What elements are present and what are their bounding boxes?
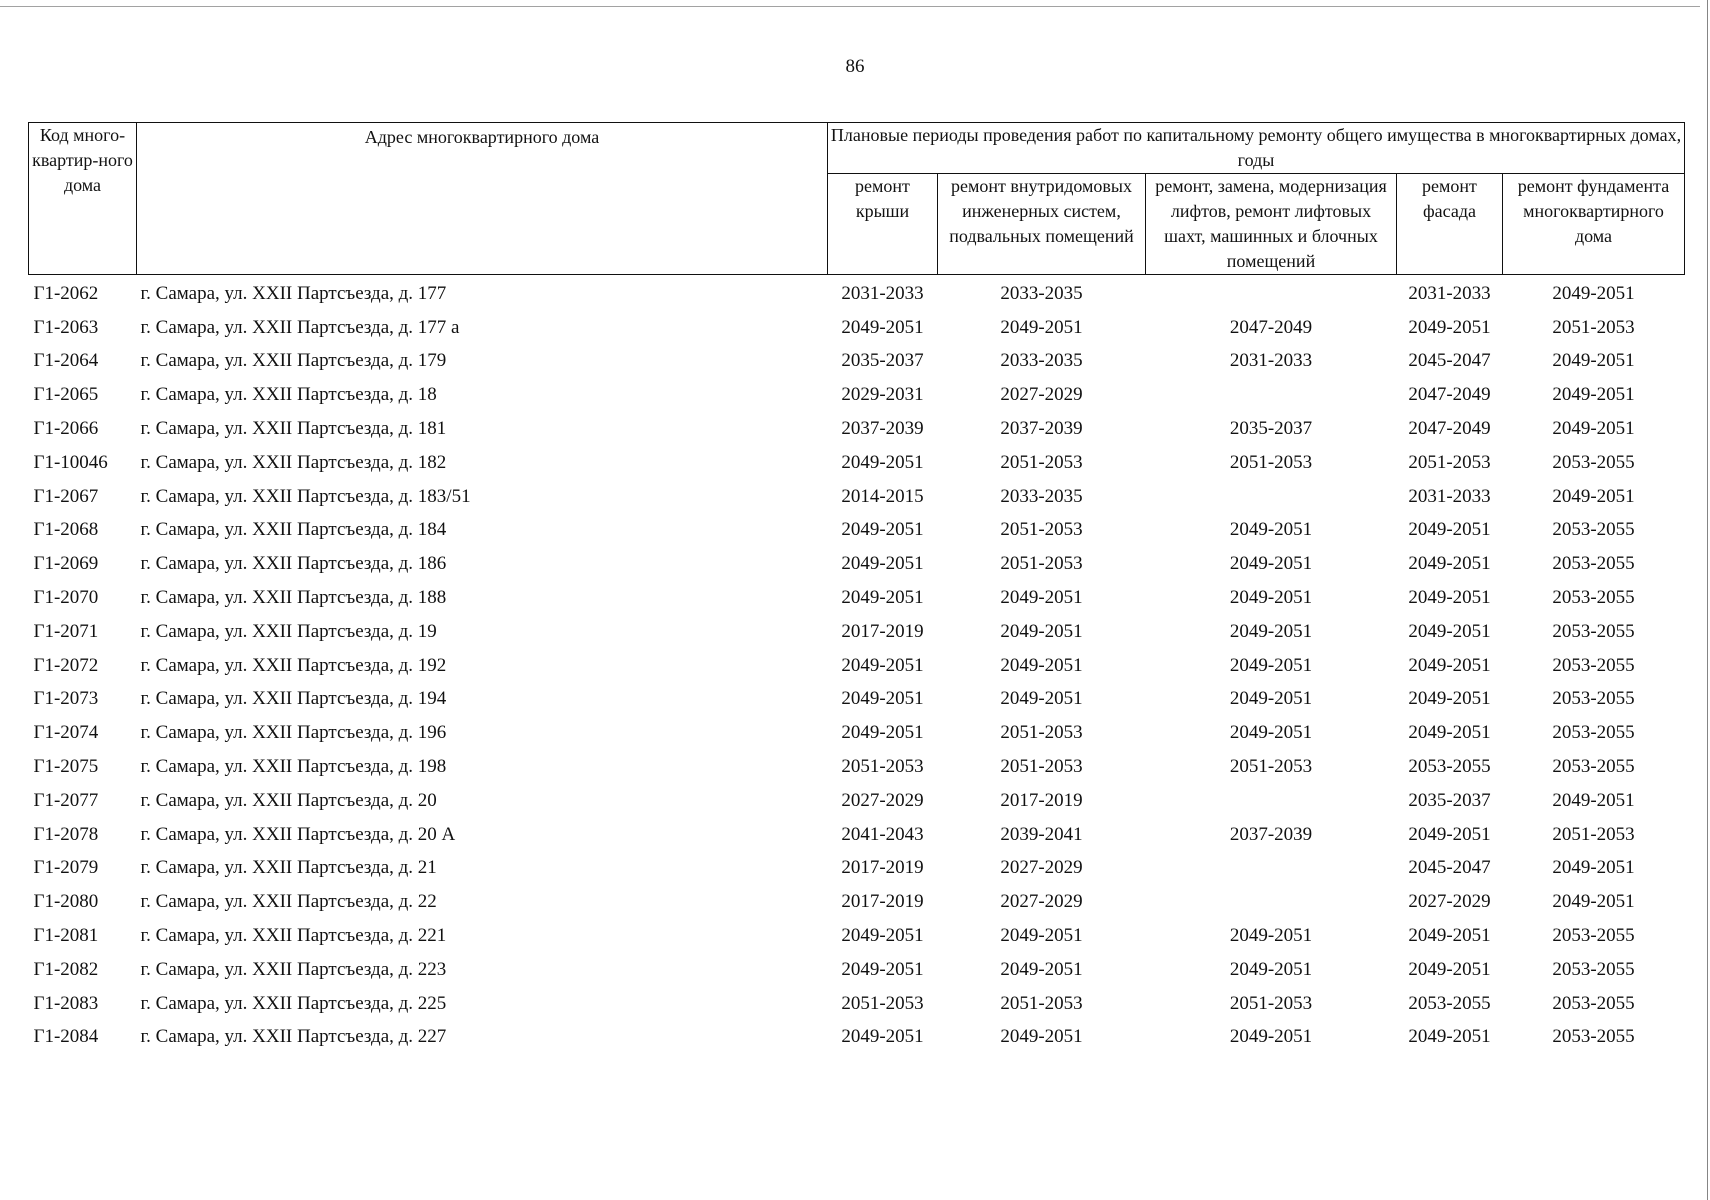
cell-foundation: 2049-2051 xyxy=(1552,418,1635,440)
cell-foundation: 2053-2055 xyxy=(1552,519,1635,541)
cell-address: г. Самара, ул. XXII Партсъезда, д. 20 xyxy=(140,789,437,811)
table-row xyxy=(29,885,1685,919)
cell-code: Г1-2080 xyxy=(33,891,99,913)
cell-engineering: 2039-2041 xyxy=(1000,823,1083,845)
cell-code: Г1-2078 xyxy=(33,823,99,845)
cell-address: г. Самара, ул. XXII Партсъезда, д. 225 xyxy=(140,992,447,1014)
cell-engineering: 2049-2051 xyxy=(1000,688,1083,710)
cell-engineering: 2051-2053 xyxy=(1000,519,1083,541)
cell-foundation: 2049-2051 xyxy=(1552,350,1635,372)
cell-facade: 2049-2051 xyxy=(1408,587,1491,609)
cell-lifts xyxy=(1146,378,1397,412)
cell-roof: 2014-2015 xyxy=(841,485,924,507)
scan-edge-line xyxy=(0,6,1700,7)
cell-lifts xyxy=(1146,852,1397,886)
cell-engineering: 2033-2035 xyxy=(1000,485,1083,507)
header-code: Код много-квартир-ного дома xyxy=(29,123,137,275)
cell-address: г. Самара, ул. XXII Партсъезда, д. 221 xyxy=(140,925,447,947)
cell-foundation: 2053-2055 xyxy=(1552,992,1635,1014)
cell-foundation: 2049-2051 xyxy=(1552,857,1635,879)
cell-address: г. Самара, ул. XXII Партсъезда, д. 20 А xyxy=(140,823,456,845)
table-row xyxy=(29,378,1685,412)
cell-lifts: 2031-2033 xyxy=(1229,350,1313,372)
cell-engineering: 2049-2051 xyxy=(1000,654,1083,676)
cell-facade: 2051-2053 xyxy=(1408,451,1491,473)
table-row xyxy=(29,514,1685,548)
cell-code: Г1-2072 xyxy=(33,654,99,676)
table-row xyxy=(29,547,1685,581)
cell-engineering: 2051-2053 xyxy=(1000,756,1083,778)
table-row xyxy=(29,581,1685,615)
cell-roof: 2035-2037 xyxy=(841,350,924,372)
cell-code: Г1-10046 xyxy=(33,451,108,473)
cell-address: г. Самара, ул. XXII Партсъезда, д. 21 xyxy=(140,857,437,879)
cell-lifts: 2049-2051 xyxy=(1229,925,1313,947)
cell-lifts: 2049-2051 xyxy=(1229,722,1313,744)
cell-address: г. Самара, ул. XXII Партсъезда, д. 181 xyxy=(140,418,447,440)
cell-lifts: 2051-2053 xyxy=(1229,992,1313,1014)
cell-roof: 2049-2051 xyxy=(841,925,924,947)
cell-engineering: 2051-2053 xyxy=(1000,451,1083,473)
table-row xyxy=(29,750,1685,784)
cell-facade: 2049-2051 xyxy=(1408,1026,1491,1048)
cell-facade: 2049-2051 xyxy=(1408,519,1491,541)
cell-lifts: 2049-2051 xyxy=(1229,620,1313,642)
cell-foundation: 2053-2055 xyxy=(1552,1026,1635,1048)
cell-foundation: 2049-2051 xyxy=(1552,384,1635,406)
cell-engineering: 2017-2019 xyxy=(1000,789,1083,811)
cell-facade: 2049-2051 xyxy=(1408,316,1491,338)
cell-engineering: 2049-2051 xyxy=(1000,316,1083,338)
cell-foundation: 2053-2055 xyxy=(1552,688,1635,710)
cell-roof: 2049-2051 xyxy=(841,587,924,609)
cell-address: г. Самара, ул. XXII Партсъезда, д. 182 xyxy=(140,451,447,473)
cell-roof: 2049-2051 xyxy=(841,958,924,980)
cell-address: г. Самара, ул. XXII Партсъезда, д. 198 xyxy=(140,756,447,778)
cell-code: Г1-2073 xyxy=(33,688,99,710)
cell-lifts: 2049-2051 xyxy=(1229,553,1313,575)
header-row xyxy=(29,123,1685,174)
table-row xyxy=(29,919,1685,953)
cell-roof: 2049-2051 xyxy=(841,654,924,676)
cell-address: г. Самара, ул. XXII Партсъезда, д. 186 xyxy=(140,553,447,575)
cell-roof: 2049-2051 xyxy=(841,519,924,541)
cell-facade: 2031-2033 xyxy=(1408,485,1491,507)
cell-facade: 2047-2049 xyxy=(1408,384,1491,406)
cell-facade: 2047-2049 xyxy=(1408,418,1491,440)
cell-address: г. Самара, ул. XXII Партсъезда, д. 227 xyxy=(140,1026,447,1048)
table-row xyxy=(29,987,1685,1021)
cell-roof: 2041-2043 xyxy=(841,823,924,845)
cell-code: Г1-2079 xyxy=(33,857,99,879)
cell-foundation: 2053-2055 xyxy=(1552,654,1635,676)
cell-code: Г1-2067 xyxy=(33,485,99,507)
cell-lifts: 2049-2051 xyxy=(1229,519,1313,541)
cell-lifts: 2049-2051 xyxy=(1229,1026,1313,1048)
scan-edge-line xyxy=(1707,0,1708,1200)
cell-facade: 2049-2051 xyxy=(1408,925,1491,947)
document-sheet xyxy=(28,122,1684,1054)
cell-code: Г1-2064 xyxy=(33,350,99,372)
cell-roof: 2017-2019 xyxy=(841,857,924,879)
cell-foundation: 2053-2055 xyxy=(1552,587,1635,609)
cell-code: Г1-2084 xyxy=(33,1026,99,1048)
cell-address: г. Самара, ул. XXII Партсъезда, д. 19 xyxy=(140,620,437,642)
cell-engineering: 2027-2029 xyxy=(1000,384,1083,406)
header-roof: ремонт крыши xyxy=(828,174,938,275)
cell-code: Г1-2075 xyxy=(33,756,99,778)
cell-foundation: 2053-2055 xyxy=(1552,451,1635,473)
table-row xyxy=(29,784,1685,818)
cell-roof: 2037-2039 xyxy=(841,418,924,440)
cell-foundation: 2053-2055 xyxy=(1552,553,1635,575)
cell-code: Г1-2069 xyxy=(33,553,99,575)
cell-foundation: 2053-2055 xyxy=(1552,925,1635,947)
cell-address: г. Самара, ул. XXII Партсъезда, д. 196 xyxy=(140,722,447,744)
cell-foundation: 2053-2055 xyxy=(1552,756,1635,778)
table-row xyxy=(29,345,1685,379)
cell-address: г. Самара, ул. XXII Партсъезда, д. 184 xyxy=(140,519,447,541)
cell-address: г. Самара, ул. XXII Партсъезда, д. 177 а xyxy=(140,316,460,338)
cell-roof: 2051-2053 xyxy=(841,992,924,1014)
cell-code: Г1-2070 xyxy=(33,587,99,609)
cell-engineering: 2027-2029 xyxy=(1000,857,1083,879)
cell-roof: 2017-2019 xyxy=(841,891,924,913)
cell-foundation: 2049-2051 xyxy=(1552,282,1635,304)
cell-facade: 2027-2029 xyxy=(1408,891,1491,913)
cell-code: Г1-2071 xyxy=(33,620,99,642)
cell-roof: 2049-2051 xyxy=(841,451,924,473)
cell-address: г. Самара, ул. XXII Партсъезда, д. 183/51 xyxy=(140,485,471,507)
cell-engineering: 2027-2029 xyxy=(1000,891,1083,913)
cell-roof: 2049-2051 xyxy=(841,722,924,744)
cell-facade: 2045-2047 xyxy=(1408,350,1491,372)
table-row xyxy=(29,716,1685,750)
cell-facade: 2053-2055 xyxy=(1408,992,1491,1014)
cell-facade: 2053-2055 xyxy=(1408,756,1491,778)
cell-engineering: 2051-2053 xyxy=(1000,992,1083,1014)
cell-engineering: 2049-2051 xyxy=(1000,925,1083,947)
cell-lifts: 2035-2037 xyxy=(1229,418,1313,440)
table-row xyxy=(29,852,1685,886)
table-row xyxy=(29,446,1685,480)
cell-engineering: 2033-2035 xyxy=(1000,350,1083,372)
header-foundation: ремонт фундамента многоквартирного дома xyxy=(1503,174,1685,275)
cell-code: Г1-2081 xyxy=(33,925,99,947)
cell-lifts: 2051-2053 xyxy=(1229,451,1313,473)
cell-roof: 2049-2051 xyxy=(841,1026,924,1048)
cell-address: г. Самара, ул. XXII Партсъезда, д. 179 xyxy=(140,350,447,372)
cell-roof: 2049-2051 xyxy=(841,553,924,575)
cell-foundation: 2053-2055 xyxy=(1552,958,1635,980)
table-row xyxy=(29,953,1685,987)
cell-engineering: 2051-2053 xyxy=(1000,722,1083,744)
table-row xyxy=(29,275,1685,311)
cell-code: Г1-2065 xyxy=(33,384,99,406)
cell-foundation: 2053-2055 xyxy=(1552,620,1635,642)
cell-code: Г1-2066 xyxy=(33,418,99,440)
cell-facade: 2045-2047 xyxy=(1408,857,1491,879)
cell-code: Г1-2083 xyxy=(33,992,99,1014)
repair-schedule-table xyxy=(28,122,1685,1054)
cell-roof: 2049-2051 xyxy=(841,316,924,338)
cell-roof: 2029-2031 xyxy=(841,384,924,406)
cell-lifts: 2051-2053 xyxy=(1229,756,1313,778)
cell-facade: 2049-2051 xyxy=(1408,958,1491,980)
cell-engineering: 2049-2051 xyxy=(1000,958,1083,980)
cell-code: Г1-2074 xyxy=(33,722,99,744)
header-address: Адрес многоквартирного дома xyxy=(137,123,828,275)
table-row xyxy=(29,683,1685,717)
cell-lifts: 2049-2051 xyxy=(1229,688,1313,710)
table-row xyxy=(29,818,1685,852)
cell-engineering: 2049-2051 xyxy=(1000,1026,1083,1048)
table-row xyxy=(29,615,1685,649)
cell-foundation: 2051-2053 xyxy=(1552,823,1635,845)
cell-facade: 2049-2051 xyxy=(1408,722,1491,744)
cell-lifts xyxy=(1146,275,1397,311)
cell-lifts: 2049-2051 xyxy=(1229,654,1313,676)
cell-facade: 2049-2051 xyxy=(1408,823,1491,845)
cell-facade: 2049-2051 xyxy=(1408,553,1491,575)
cell-engineering: 2033-2035 xyxy=(1000,282,1083,304)
cell-address: г. Самара, ул. XXII Партсъезда, д. 18 xyxy=(140,384,437,406)
table-row xyxy=(29,412,1685,446)
cell-foundation: 2049-2051 xyxy=(1552,485,1635,507)
page-number: 86 xyxy=(845,56,865,77)
cell-engineering: 2049-2051 xyxy=(1000,587,1083,609)
cell-lifts xyxy=(1146,885,1397,919)
header-lifts: ремонт, замена, модернизация лифтов, ремонт лифтовых шахт, машинных и блочных помещений xyxy=(1146,174,1397,275)
cell-roof: 2031-2033 xyxy=(841,282,924,304)
table-row xyxy=(29,480,1685,514)
cell-facade: 2049-2051 xyxy=(1408,654,1491,676)
cell-foundation: 2051-2053 xyxy=(1552,316,1635,338)
header-facade: ремонт фасада xyxy=(1397,174,1503,275)
cell-lifts xyxy=(1146,784,1397,818)
cell-address: г. Самара, ул. XXII Партсъезда, д. 223 xyxy=(140,958,447,980)
cell-lifts xyxy=(1146,480,1397,514)
table-row xyxy=(29,311,1685,345)
header-engineering: ремонт внутридомовых инженерных систем, подвальных помещений xyxy=(938,174,1146,275)
cell-engineering: 2049-2051 xyxy=(1000,620,1083,642)
cell-facade: 2049-2051 xyxy=(1408,620,1491,642)
cell-code: Г1-2077 xyxy=(33,789,99,811)
cell-roof: 2049-2051 xyxy=(841,688,924,710)
cell-address: г. Самара, ул. XXII Партсъезда, д. 22 xyxy=(140,891,437,913)
cell-code: Г1-2062 xyxy=(33,282,99,304)
cell-address: г. Самара, ул. XXII Партсъезда, д. 192 xyxy=(140,654,447,676)
cell-facade: 2049-2051 xyxy=(1408,688,1491,710)
cell-roof: 2027-2029 xyxy=(841,789,924,811)
table-row xyxy=(29,649,1685,683)
cell-lifts: 2049-2051 xyxy=(1229,587,1313,609)
cell-code: Г1-2063 xyxy=(33,316,99,338)
table-row xyxy=(29,1021,1685,1055)
cell-lifts: 2047-2049 xyxy=(1229,316,1313,338)
cell-address: г. Самара, ул. XXII Партсъезда, д. 194 xyxy=(140,688,447,710)
cell-facade: 2035-2037 xyxy=(1408,789,1491,811)
cell-lifts: 2037-2039 xyxy=(1229,823,1313,845)
cell-engineering: 2051-2053 xyxy=(1000,553,1083,575)
cell-facade: 2031-2033 xyxy=(1408,282,1491,304)
cell-code: Г1-2068 xyxy=(33,519,99,541)
cell-foundation: 2049-2051 xyxy=(1552,891,1635,913)
cell-code: Г1-2082 xyxy=(33,958,99,980)
cell-foundation: 2053-2055 xyxy=(1552,722,1635,744)
cell-roof: 2017-2019 xyxy=(841,620,924,642)
cell-engineering: 2037-2039 xyxy=(1000,418,1083,440)
cell-roof: 2051-2053 xyxy=(841,756,924,778)
cell-address: г. Самара, ул. XXII Партсъезда, д. 177 xyxy=(140,282,447,304)
header-periods: Плановые периоды проведения работ по капитальному ремонту общего имущества в многоквартирных домах, годы xyxy=(828,123,1685,174)
table-body xyxy=(29,275,1685,1055)
cell-address: г. Самара, ул. XXII Партсъезда, д. 188 xyxy=(140,587,447,609)
cell-lifts: 2049-2051 xyxy=(1229,958,1313,980)
cell-foundation: 2049-2051 xyxy=(1552,789,1635,811)
